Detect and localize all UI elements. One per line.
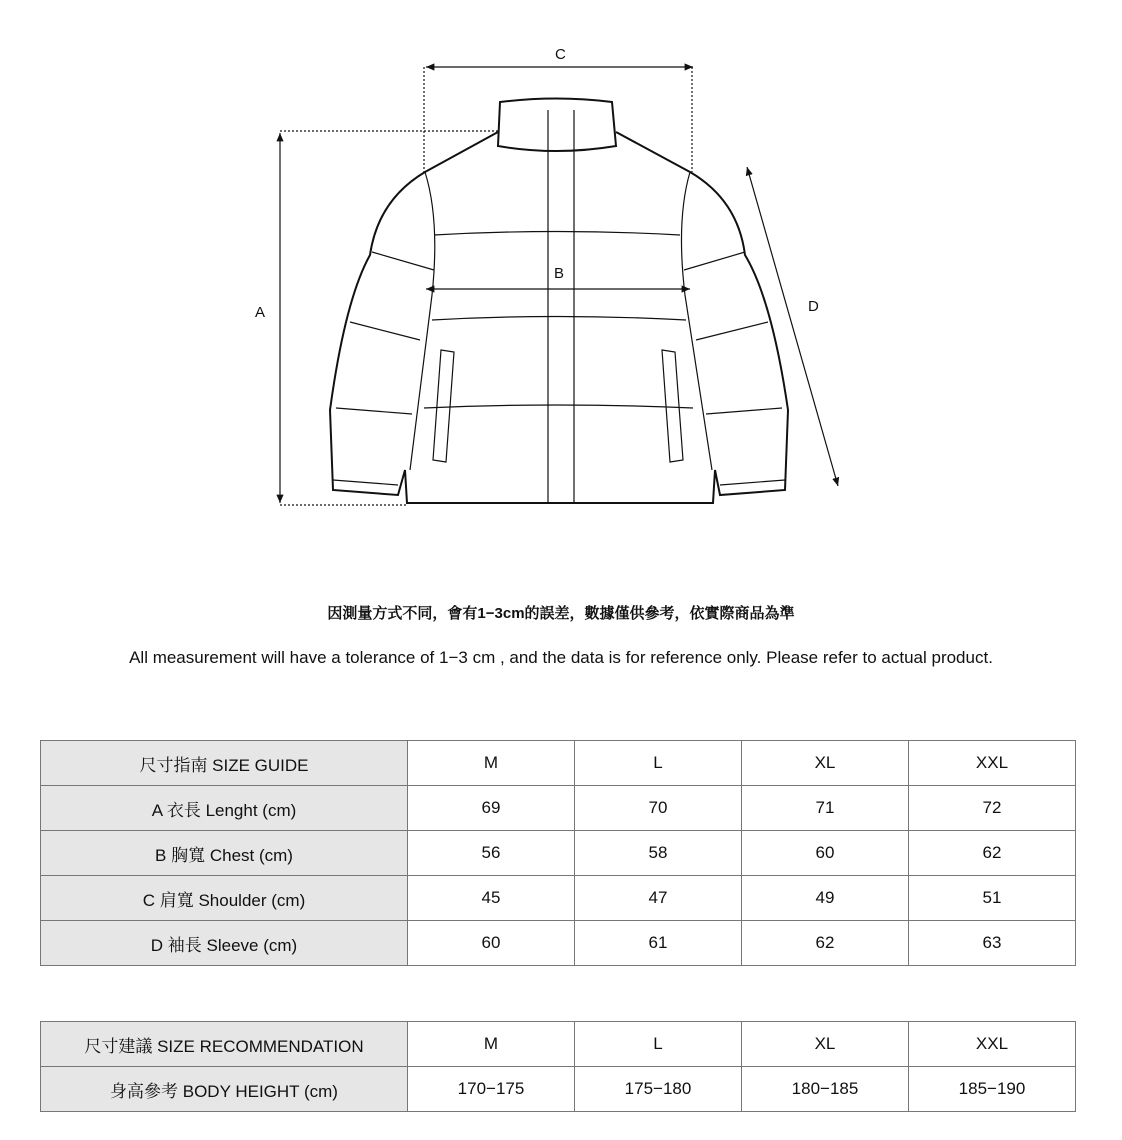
table-header-row — [41, 1022, 1076, 1067]
value-cell: 72 — [909, 786, 1076, 831]
value-cell: 62 — [742, 921, 909, 966]
value-cell: 170−175 — [408, 1067, 575, 1112]
measure-lines — [280, 67, 838, 505]
value-cell: 56 — [408, 831, 575, 876]
note-chinese: 因測量方式不同，會有1−3cm的誤差，數據僅供參考，依實際商品為準 — [327, 605, 795, 622]
value-cell: 47 — [575, 876, 742, 921]
value-cell: 49 — [742, 876, 909, 921]
header-cell: 尺寸建議 SIZE RECOMMENDATION — [41, 1022, 408, 1067]
label-a: A — [255, 304, 266, 321]
row-label: 身高參考 BODY HEIGHT (cm) — [41, 1067, 408, 1112]
label-b: B — [554, 265, 565, 282]
value-cell: 60 — [742, 831, 909, 876]
size-recommendation-table — [40, 1021, 1076, 1112]
row-label: B 胸寬 Chest (cm) — [41, 831, 408, 876]
table-row — [41, 831, 1076, 876]
size-guide-table — [40, 740, 1076, 966]
size-cell: L — [575, 1022, 742, 1067]
header-cell: 尺寸指南 SIZE GUIDE — [41, 741, 408, 786]
label-d: D — [808, 298, 819, 315]
value-cell: 60 — [408, 921, 575, 966]
value-cell: 70 — [575, 786, 742, 831]
size-cell: XL — [742, 1022, 909, 1067]
size-cell: M — [408, 1022, 575, 1067]
value-cell: 51 — [909, 876, 1076, 921]
label-c: C — [555, 46, 566, 63]
size-cell: XXL — [909, 741, 1076, 786]
table-header-row — [41, 741, 1076, 786]
size-cell: M — [408, 741, 575, 786]
value-cell: 61 — [575, 921, 742, 966]
value-cell: 175−180 — [575, 1067, 742, 1112]
value-cell: 185−190 — [909, 1067, 1076, 1112]
row-label: D 袖長 Sleeve (cm) — [41, 921, 408, 966]
value-cell: 45 — [408, 876, 575, 921]
size-cell: XXL — [909, 1022, 1076, 1067]
value-cell: 71 — [742, 786, 909, 831]
table-row — [41, 921, 1076, 966]
note-english: All measurement will have a tolerance of 1−3 cm , and the data is for reference only. Please refer to actual product. — [129, 648, 993, 667]
table-row — [41, 786, 1076, 831]
jacket-outline — [330, 99, 788, 504]
size-cell: L — [575, 741, 742, 786]
table-row — [41, 1067, 1076, 1112]
value-cell: 63 — [909, 921, 1076, 966]
value-cell: 58 — [575, 831, 742, 876]
size-cell: XL — [742, 741, 909, 786]
value-cell: 62 — [909, 831, 1076, 876]
value-cell: 69 — [408, 786, 575, 831]
row-label: C 肩寬 Shoulder (cm) — [41, 876, 408, 921]
row-label: A 衣長 Lenght (cm) — [41, 786, 408, 831]
value-cell: 180−185 — [742, 1067, 909, 1112]
table-row — [41, 876, 1076, 921]
